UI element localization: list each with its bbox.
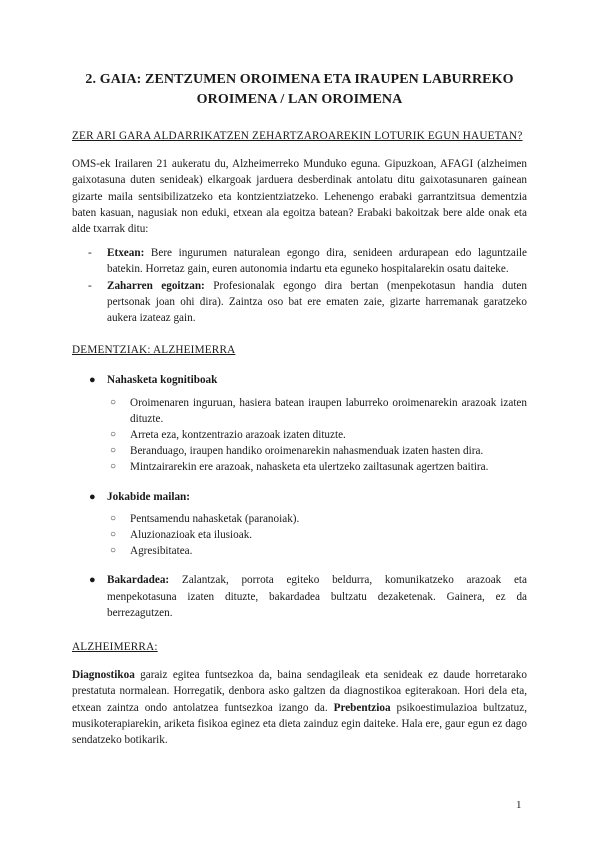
sub-item — [95, 527, 527, 543]
item-text: Bere ingurumen naturalean egongo dira, senideen ardurapean edo laguntzaile batekin. Horretaz gain, euren autonomia indartu eta eguneko hospitalarekin osatu daiteke. — [107, 247, 527, 276]
paragraph-label: Diagnostikoa — [72, 669, 135, 682]
jokabide-sub-list — [72, 511, 527, 560]
circle-marker: ○ — [110, 512, 117, 524]
circle-marker: ○ — [110, 461, 117, 473]
paragraph-text: psikoestimulazioa bultzatuz, musikoterapiarekin, ariketa fisikoa eginez eta dieta zainduz egin daiteke. Hala ere, gaur egun ez dago sendatzeko botikarik. — [72, 701, 527, 747]
paragraph-text: garaiz egitea funtsezkoa da, baina sendagileak eta senideak ez daude horretarako prestatuta normalean. Horregatik, denbora asko galtzen da diagnostikoa egiterakoan. Hori dela eta, etxean zaintza ondo antolatzea funtsezkoa izango da. — [72, 669, 527, 714]
document-title — [72, 70, 527, 110]
dash-marker: - — [88, 279, 92, 292]
bullet-nahasketa — [72, 372, 527, 475]
intro-paragraph: OMS-ek Irailaren 21 aukeratu du, Alzheimerreko Munduko eguna. Gipuzkoan, AFAGI (alzheimen gaixotasuna duten senideak) elkargoak jarduera desberdinak antolatu ditu gaixotasunaren gainean gizarte maila sentsibilizatzeko eta kontzientziatzeko. Lehenengo erabaki garrantzitsua dementzia baten kasuan, nagusiak non eduki, etxean ala egoitza batean? Erabaki bakoitzak bere alde onak eta alde txarrak ditu: — [72, 158, 527, 236]
bullet-bakardadea — [72, 572, 527, 621]
paragraph-label: Prebentzioa — [333, 701, 391, 714]
sub-item — [95, 427, 527, 443]
bullet-marker: ● — [89, 490, 96, 503]
bullet-label: Nahasketa kognitiboak — [107, 374, 218, 387]
item-label: Zaharren egoitzan: — [107, 279, 205, 292]
sub-item-text: Aluzionazioak eta ilusioak. — [130, 529, 253, 542]
section-heading-aldarrikatzen: ZER ARI GARA ALDARRIKATZEN ZEHARTZAROAREKIN LOTURIK EGUN HAUETAN? — [72, 130, 523, 142]
title-line-2: OROIMENA / LAN OROIMENA — [196, 92, 403, 107]
section-heading-alzheimerra: ALZHEIMERRA: — [72, 641, 158, 654]
bullet-text: Zalantzak, porrota egiteko beldurra, komunikatzeko arazoak eta menpekotasuna izaten dituzte, bakardadea bultzatu dezaketenak. Gainera, ez da berrezagutzen. — [107, 574, 527, 619]
page-number: 1 — [516, 799, 522, 811]
circle-marker: ○ — [110, 396, 117, 408]
item-text: Profesionalak egongo dira bertan (menpekotasun handia duten pertsonak joan ohi dira). Zaintza oso bat ere ematen zaie, gizarte harremanak garatzeko aukera izateaz gain. — [107, 279, 527, 325]
circle-marker: ○ — [110, 529, 117, 541]
sub-item-text: Mintzairarekin ere arazoak, nahasketa eta ulertzeko zailtasunak agertzen baitira. — [130, 461, 489, 474]
item-label: Etxean: — [107, 247, 145, 260]
bullet-label: Bakardadea: — [107, 574, 170, 587]
bullet-label: Jokabide mailan: — [107, 490, 190, 503]
sub-item-text: Beranduago, iraupen handiko oroimenarekin nahasmenduak izaten hasten dira. — [130, 445, 484, 458]
sub-item-text: Pentsamendu nahasketak (paranoiak). — [130, 512, 300, 525]
nahasketa-sub-list — [72, 395, 527, 476]
bullet-jokabide — [72, 489, 527, 560]
list-item-egoitzan — [72, 278, 527, 327]
sub-item — [95, 395, 527, 427]
sub-item-text: Arreta eza, kontzentrazio arazoak izaten dituzte. — [130, 429, 346, 442]
sub-item-text: Agresibitatea. — [130, 545, 193, 558]
sub-item-text: Oroimenaren inguruan, hasiera batean iraupen laburreko oroimenarekin arazoak izaten dituzte. — [130, 396, 527, 425]
dash-marker: - — [88, 247, 92, 260]
circle-marker: ○ — [110, 429, 117, 441]
circle-marker: ○ — [110, 445, 117, 457]
list-item-etxean — [72, 245, 527, 277]
title-line-1: 2. GAIA: ZENTZUMEN OROIMENA ETA IRAUPEN LABURREKO — [85, 72, 514, 87]
bullet-marker: ● — [89, 574, 96, 587]
diagnosis-paragraph — [72, 667, 527, 748]
circle-marker: ○ — [110, 545, 117, 557]
section-heading-dementziak: DEMENTZIAK: ALZHEIMERRA — [72, 344, 236, 357]
care-options-list — [72, 245, 527, 326]
sub-item — [95, 543, 527, 559]
bullet-marker: ● — [89, 374, 96, 387]
dementia-bullet-list — [72, 372, 527, 621]
sub-item — [95, 443, 527, 459]
document-page — [72, 70, 527, 748]
sub-item — [95, 459, 527, 475]
sub-item — [95, 511, 527, 527]
